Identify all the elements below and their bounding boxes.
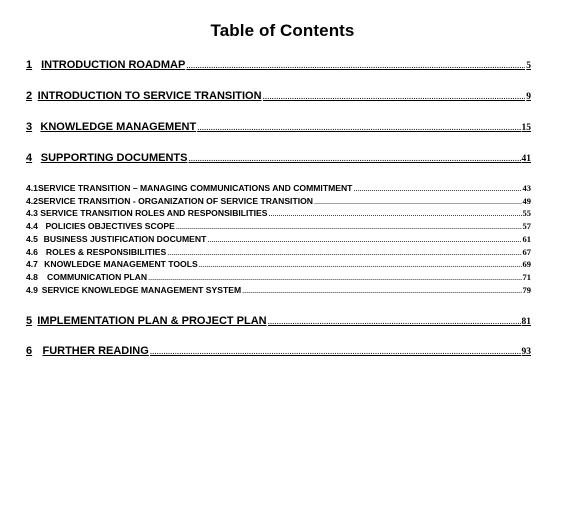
toc-entry-1[interactable]: [26, 59, 531, 71]
dot-leader: [353, 184, 521, 193]
entry-page: 41: [521, 154, 531, 164]
entry-label: IMPLEMENTATION PLAN & PROJECT PLAN: [37, 315, 267, 327]
dot-leader: [263, 91, 526, 101]
toc-entry-4-6[interactable]: [26, 247, 531, 257]
dot-leader: [197, 122, 520, 132]
dot-leader: [176, 222, 522, 231]
toc-entry-4-5[interactable]: [26, 234, 531, 244]
entry-label: COMMUNICATION PLAN: [47, 272, 148, 282]
dot-leader: [314, 197, 522, 206]
toc-title: Table of Contents: [210, 21, 355, 40]
toc-entry-4-9[interactable]: [26, 285, 531, 295]
entry-label: SERVICE TRANSITION - ORGANIZATION OF SERVICE TRANSITION: [37, 196, 313, 206]
entry-page: 81: [521, 317, 531, 327]
entry-page: 5: [526, 61, 531, 71]
entry-page: 93: [521, 347, 531, 357]
toc-entry-4-8[interactable]: [26, 272, 531, 282]
entry-label: SERVICE TRANSITION – MANAGING COMMUNICATIONS AND COMMITMENT: [37, 183, 353, 193]
entry-label: FURTHER READING: [42, 345, 149, 357]
entry-page: 55: [522, 208, 531, 218]
dot-leader: [150, 346, 521, 356]
toc-entry-4-1[interactable]: [26, 183, 531, 193]
entry-label: SERVICE KNOWLEDGE MANAGEMENT SYSTEM: [41, 285, 242, 295]
entry-number: 2: [26, 90, 33, 102]
dot-leader: [199, 260, 522, 269]
entry-number: 4.4: [26, 221, 38, 231]
entry-number: 1: [26, 59, 33, 71]
entry-label: KNOWLEDGE MANAGEMENT TOOLS: [44, 259, 198, 269]
entry-number: 6: [26, 345, 33, 357]
entry-number: 4.7: [26, 259, 38, 269]
entry-number: 4.6: [26, 247, 38, 257]
dot-leader: [167, 248, 521, 257]
entry-label: SUPPORTING DOCUMENTS: [40, 152, 188, 164]
dot-leader: [188, 153, 520, 163]
toc-entry-6[interactable]: [26, 345, 531, 357]
toc-entry-3[interactable]: [26, 121, 531, 133]
toc-entry-4-3[interactable]: [26, 208, 531, 218]
entry-number: 4.3: [26, 208, 38, 218]
entry-page: 57: [522, 221, 531, 231]
entry-page: 67: [522, 247, 531, 257]
entry-page: 49: [522, 196, 531, 206]
entry-label: INTRODUCTION TO SERVICE TRANSITION: [37, 90, 262, 102]
entry-page: 43: [522, 183, 531, 193]
entry-label: ROLES & RESPONSIBILITIES: [45, 247, 167, 257]
entry-page: 9: [526, 92, 531, 102]
dot-leader: [268, 316, 521, 326]
toc-entry-4-2[interactable]: [26, 196, 531, 206]
entry-number: 4.1: [26, 183, 38, 193]
dot-leader: [242, 286, 521, 295]
entry-page: 69: [522, 259, 531, 269]
entry-label: BUSINESS JUSTIFICATION DOCUMENT: [43, 234, 207, 244]
entry-page: 61: [522, 234, 531, 244]
entry-number: 4.9: [26, 285, 38, 295]
toc-entry-4-4[interactable]: [26, 221, 531, 231]
toc-entry-5[interactable]: [26, 315, 531, 327]
entry-number: 3: [26, 121, 33, 133]
toc-entry-4-7[interactable]: [26, 259, 531, 269]
toc-entry-2[interactable]: [26, 90, 531, 102]
dot-leader: [207, 235, 521, 244]
entry-number: 4.8: [26, 272, 38, 282]
dot-leader: [148, 273, 521, 282]
entry-page: 15: [521, 123, 531, 133]
entry-page: 79: [522, 285, 531, 295]
dot-leader: [186, 60, 525, 70]
toc-entry-4[interactable]: [26, 152, 531, 164]
entry-label: INTRODUCTION ROADMAP: [41, 59, 186, 71]
dot-leader: [269, 209, 522, 218]
entry-number: 4.2: [26, 196, 38, 206]
entry-number: 4: [26, 152, 33, 164]
entry-label: KNOWLEDGE MANAGEMENT: [40, 121, 197, 133]
entry-number: 4.5: [26, 234, 38, 244]
entry-number: 5: [26, 315, 33, 327]
entry-label: POLICIES OBJECTIVES SCOPE: [45, 221, 175, 231]
entry-label: SERVICE TRANSITION ROLES AND RESPONSIBILITIES: [40, 208, 268, 218]
entry-page: 71: [522, 272, 531, 282]
